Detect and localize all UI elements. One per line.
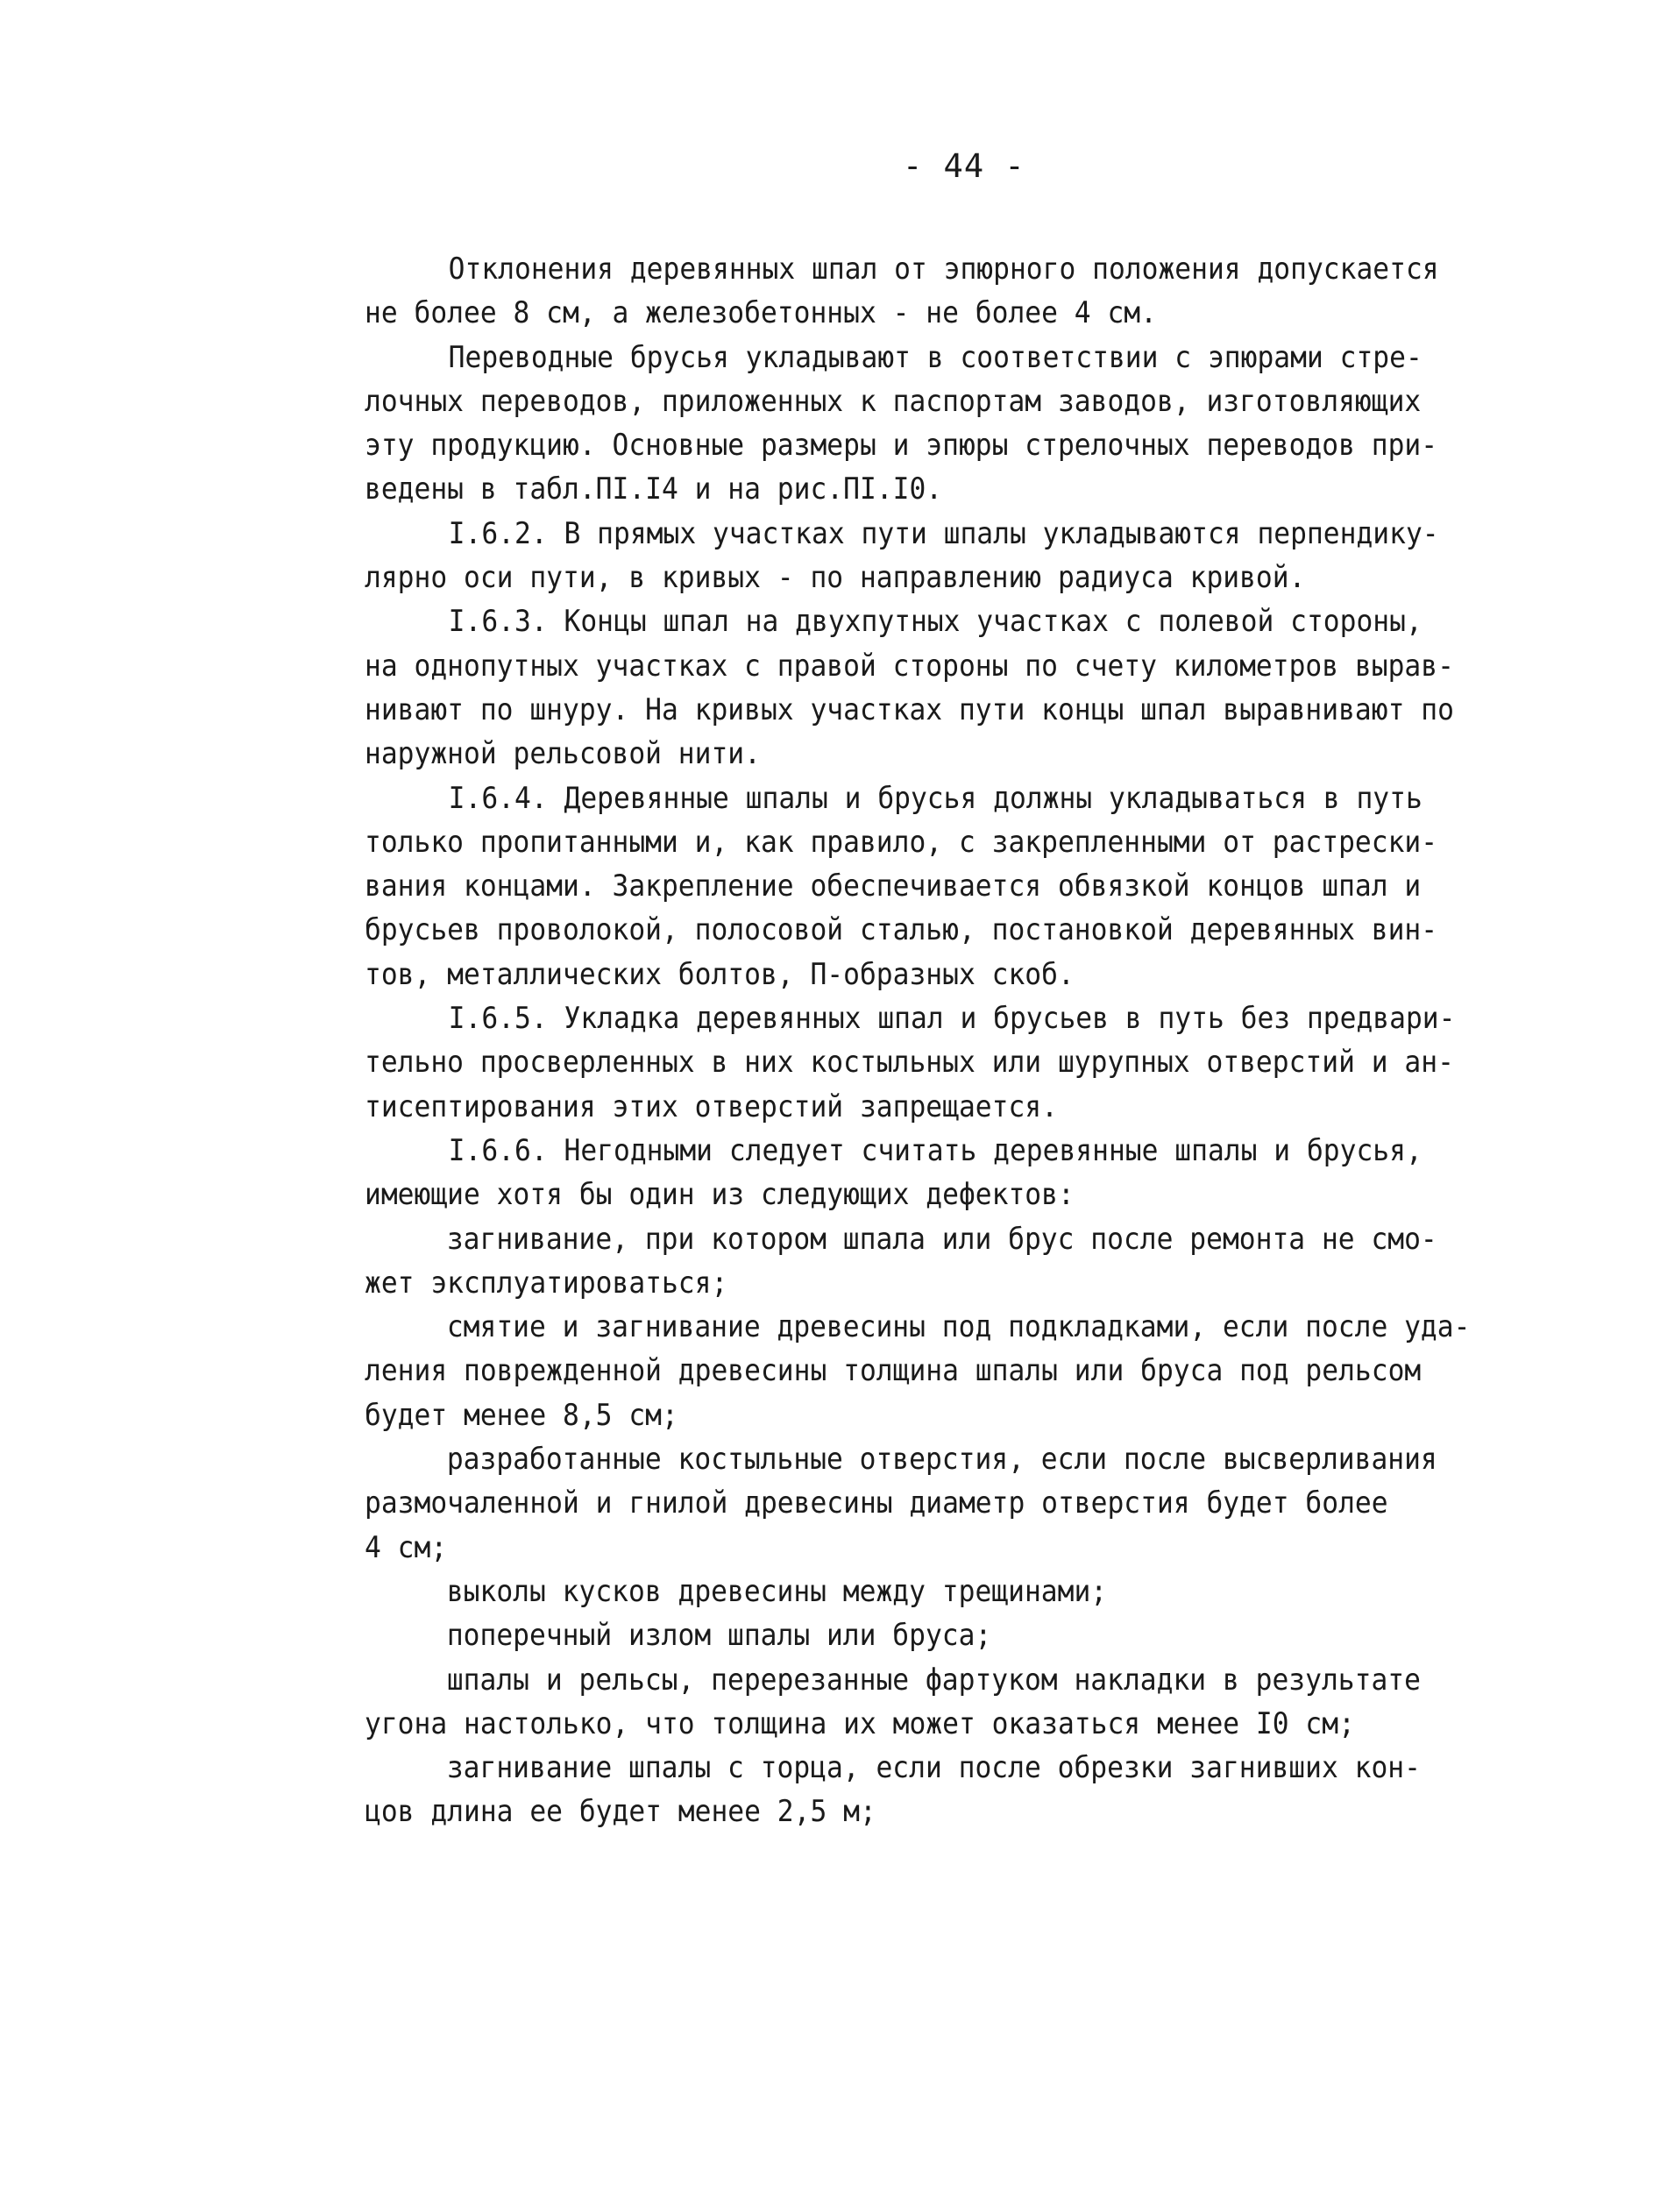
text-line: ведены в табл.ПI.I4 и на рис.ПI.I0. bbox=[365, 471, 943, 507]
section-1-6-6: I.6.6. Негодными следует считать деревянные шпалы и брусья, bbox=[448, 1132, 1422, 1168]
text-line: брусьев проволокой, полосовой сталью, постановкой деревянных вин- bbox=[365, 912, 1438, 948]
text-line: тов, металлических болтов, П-образных скоб. bbox=[365, 956, 1075, 992]
text-line: Отклонения деревянных шпал от эпюрного положения допускается bbox=[448, 252, 1439, 287]
document-body bbox=[365, 247, 1557, 1834]
text-line: на однопутных участках с правой стороны по счету километров вырав- bbox=[365, 648, 1454, 684]
section-1-6-5: I.6.5. Укладка деревянных шпал и брусьев в путь без предвари- bbox=[448, 1001, 1456, 1037]
text-line: имеющие хотя бы один из следующих дефектов: bbox=[365, 1177, 1075, 1213]
defect-item: загнивание шпалы с торца, если после обрезки загнивших кон- bbox=[446, 1750, 1421, 1786]
text-line: размочаленной и гнилой древесины диаметр отверстия будет более bbox=[365, 1485, 1388, 1521]
section-1-6-2: I.6.2. В прямых участках пути шпалы укладываются перпендику- bbox=[448, 515, 1439, 551]
text-line: не более 8 см, а железобетонных - не более 4 см. bbox=[365, 295, 1157, 331]
text-line: эту продукцию. Основные размеры и эпюры стрелочных переводов при- bbox=[365, 428, 1438, 464]
text-line: ления поврежденной древесины толщина шпалы или бруса под рельсом bbox=[365, 1353, 1422, 1389]
text-line: лярно оси пути, в кривых - по направлению радиуса кривой. bbox=[365, 560, 1306, 596]
text-line: вания концами. Закрепление обеспечивается обвязкой концов шпал и bbox=[365, 868, 1422, 904]
text-line: лочных переводов, приложенных к паспортам заводов, изготовляющих bbox=[365, 383, 1422, 419]
section-1-6-4: I.6.4. Деревянные шпалы и брусья должны укладываться в путь bbox=[448, 780, 1422, 816]
text-line: цов длина ее будет менее 2,5 м; bbox=[365, 1794, 876, 1830]
text-line: угона настолько, что толщина их может оказаться менее I0 см; bbox=[365, 1705, 1355, 1741]
defect-item: разработанные костыльные отверстия, если после высверливания bbox=[446, 1442, 1437, 1478]
defect-item: смятие и загнивание древесины под подкладками, если после уда- bbox=[446, 1309, 1471, 1345]
section-1-6-3: I.6.3. Концы шпал на двухпутных участках с полевой стороны, bbox=[448, 604, 1422, 640]
page-number: - 44 - bbox=[903, 147, 1025, 185]
defect-item: загнивание, при котором шпала или брус после ремонта не смо- bbox=[446, 1221, 1437, 1257]
text-line: 4 см; bbox=[365, 1529, 448, 1565]
defect-item: шпалы и рельсы, перерезанные фартуком накладки в результате bbox=[446, 1662, 1421, 1698]
text-line: тисептирования этих отверстий запрещается. bbox=[365, 1088, 1058, 1124]
text-line: жет эксплуатироваться; bbox=[365, 1265, 728, 1301]
text-line: только пропитанными и, как правило, с закрепленными от растрески- bbox=[365, 824, 1438, 860]
text-line: будет менее 8,5 см; bbox=[365, 1397, 678, 1433]
text-line: нивают по шнуру. На кривых участках пути концы шпал выравнивают по bbox=[365, 691, 1454, 727]
text-line: наружной рельсовой нити. bbox=[365, 736, 761, 772]
defect-item: поперечный излом шпалы или бруса; bbox=[446, 1618, 992, 1654]
text-line: Переводные брусья укладывают в соответствии с эпюрами стре- bbox=[448, 339, 1422, 375]
text-line: тельно просверленных в них костыльных или шурупных отверстий и ан- bbox=[365, 1045, 1454, 1081]
defect-item: выколы кусков древесины между трещинами; bbox=[446, 1573, 1108, 1609]
